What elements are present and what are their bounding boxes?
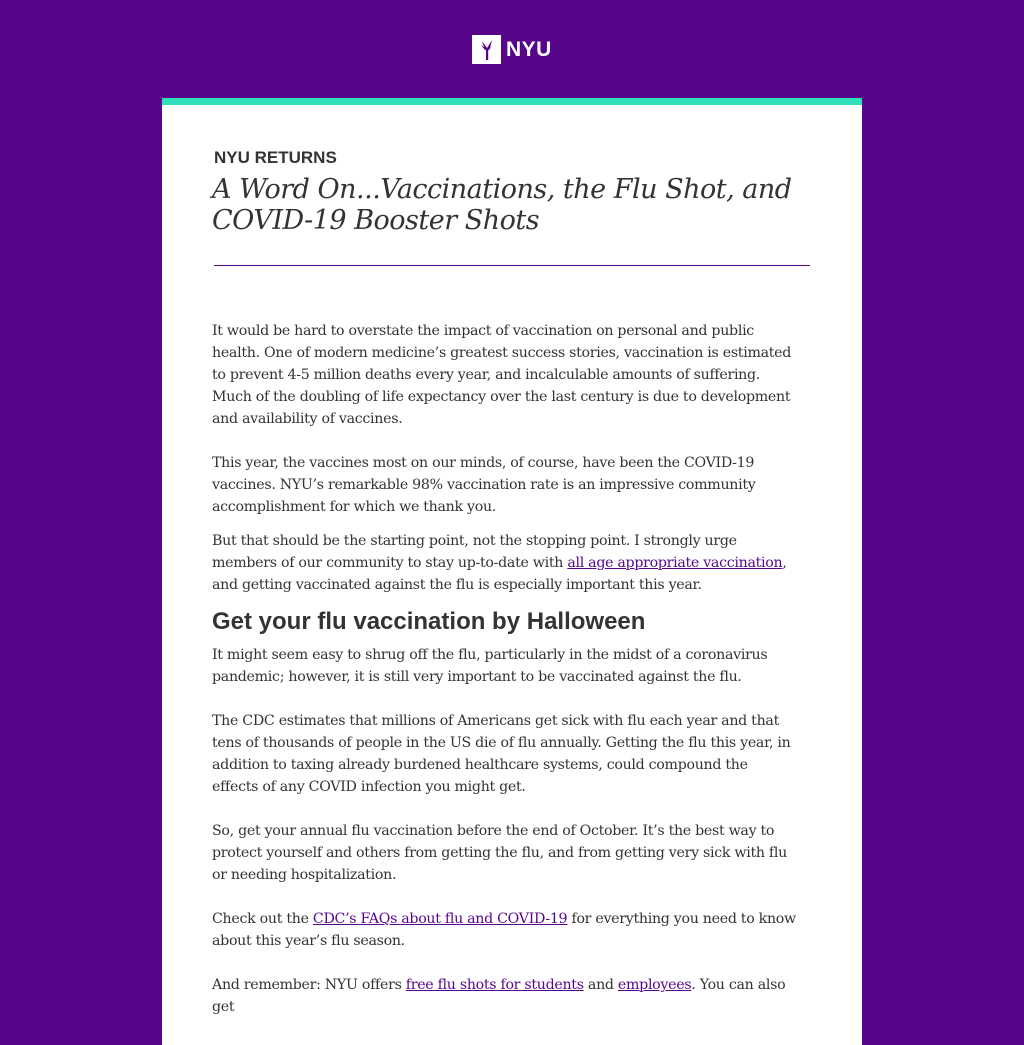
nyu-logo[interactable] (472, 35, 552, 64)
paragraph: The CDC estimates that millions of Americans get sick with flu each year and that tens of thousands of people in the US die of flu annually. Getting the flu this year, in addition to taxing already burdened healthcare systems, could compound the effects of any COVID infection you might get. (212, 713, 791, 795)
logo-text: NYU (506, 37, 552, 61)
paragraph: And remember: NYU offers free flu shots for students and employees. You can also get (212, 977, 786, 1015)
paragraph: It might seem easy to shrug off the flu, particularly in the midst of a coronavirus pandemic; however, it is still very important to be vaccinated against the flu. (212, 647, 768, 685)
paragraph: It would be hard to overstate the impact of vaccination on personal and public health. One of modern medicine’s greatest success stories, vaccination is estimated to prevent 4-5 million deaths every year, and incalculable amounts of suffering. Much of the doubling of life expectancy over the last century is due to development and availability of vaccines. (212, 323, 792, 427)
header-bar (0, 0, 1024, 98)
paragraph: This year, the vaccines most on our minds, of course, have been the COVID-19 vaccines. NYU’s remarkable 98% vaccination rate is an impressive community accomplishment for which we thank you. (212, 455, 756, 515)
paragraph: But that should be the starting point, not the stopping point. I strongly urge members of our community to stay up-to-date with all age appropriate vaccination, and getting vaccinated against the flu is especially important this year. (212, 533, 787, 593)
age-appropriate-vaccination-link[interactable]: all age appropriate vaccination (567, 555, 783, 571)
article-body (212, 320, 797, 1018)
paragraph: So, get your annual flu vaccination before the end of October. It’s the best way to protect yourself and others from getting the flu, and from getting very sick with flu or needing hospitalization. (212, 823, 787, 883)
article-title: A Word On...Vaccinations, the Flu Shot, and COVID-19 Booster Shots (212, 174, 792, 236)
student-flu-shots-link[interactable]: free flu shots for students (405, 977, 584, 993)
newsletter-card (162, 98, 862, 1045)
section-kicker: NYU RETURNS (214, 148, 337, 167)
torch-icon (472, 35, 501, 64)
paragraph: Check out the CDC’s FAQs about flu and COVID-19 for everything you need to know about this year’s flu season. (212, 911, 796, 949)
title-divider (214, 265, 810, 266)
section-heading: Get your flu vaccination by Halloween (212, 608, 646, 635)
cdc-faq-link[interactable]: CDC’s FAQs about flu and COVID-19 (312, 911, 568, 927)
employee-flu-shots-link[interactable]: employees (617, 977, 692, 993)
